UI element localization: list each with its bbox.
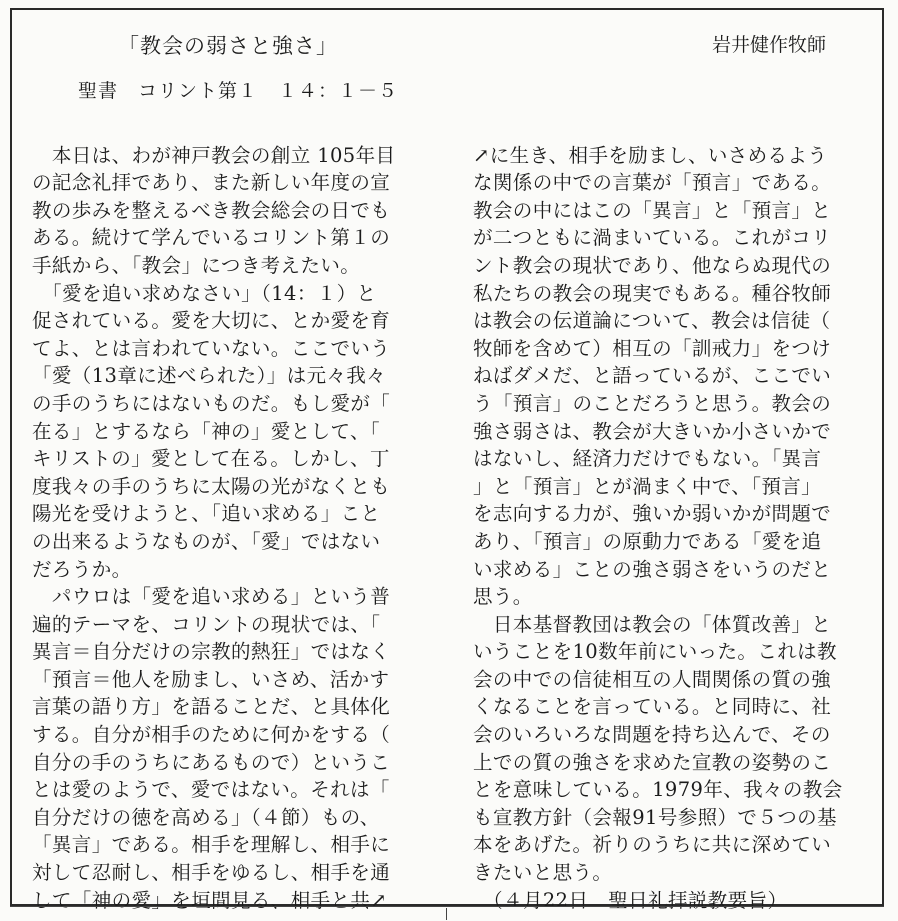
text-line: 自分だけの徳を高める」（４節）もの、 (32, 805, 380, 829)
text-line: の記念礼拝であり、また新しい年度の宣 (32, 171, 391, 195)
text-line: 牧師を含めて）相互の「訓戒力」をつけ (473, 336, 832, 360)
text-line: 会のいろいろな問題を持ち込んで、その (473, 723, 831, 747)
text-line: 在る」とするなら「神の」愛として、「 (32, 419, 381, 443)
text-line: 促されている。愛を大切に、とか愛を育 (32, 309, 391, 333)
text-line: 対して忍耐し、相手をゆるし、相手を通 (32, 861, 391, 885)
text-line: を志向する力が、強いか弱いかが問題で (473, 502, 832, 526)
text-line: キリストの」愛として在る。しかし、丁 (32, 447, 390, 471)
text-line: い求める」ことの強さ弱さをいうのだと (473, 557, 832, 581)
text-line: パウロは「愛を追い求める」という普 (32, 585, 391, 609)
text-line: 教会の中にはこの「異言」と「預言」と (473, 198, 832, 222)
text-line: 上での質の強さを求めた宣教の姿勢のこ (473, 750, 832, 774)
text-line: 強さ弱さは、教会が大きいか小さいかで (473, 419, 832, 443)
text-line: とを意味している。1979年、我々の教会 (473, 778, 843, 802)
text-line: とは愛のようで、愛ではない。それは「 (32, 778, 390, 802)
text-line: いうことを10数年前にいった。これは教 (473, 640, 837, 664)
text-line: 自分の手のうちにあるもので）というこ (32, 750, 391, 774)
text-line: ↗に生き、相手を励まし、いさめるよう (473, 143, 828, 167)
text-line: 遍的テーマを、コリントの現状では、「 (32, 612, 381, 636)
text-line: 私たちの教会の現実でもある。種谷牧師 (473, 281, 832, 305)
text-line: きたいと思う。 (473, 861, 613, 885)
text-line: して「神の愛」を垣間見る、相手と共↗ (32, 888, 388, 912)
text-line: 思う。 (473, 585, 533, 609)
text-line: はないし、経済力だけでもない。「異言 (473, 447, 822, 471)
text-line: てよ、とは言われていない。ここでいう (32, 336, 391, 360)
text-line: あり、「預言」の原動力である「愛を追 (473, 529, 822, 553)
text-line: 日本基督教団は教会の「体質改善」と (473, 612, 832, 636)
text-line: ある。続けて学んでいるコリント第１の (32, 226, 391, 250)
text-line: う「預言」のことだろうと思う。教会の (473, 391, 832, 415)
text-line: の手のうちにはないものだ。もし愛が「 (32, 391, 391, 415)
text-line: 度我々の手のうちに太陽の光がなくとも (32, 474, 391, 498)
text-line (473, 114, 865, 142)
text-line: な関係の中での言葉が「預言」である。 (473, 171, 832, 195)
text-line: 本日は、わが神戸教会の創立 105年目 (32, 143, 396, 167)
text-line: 言葉の語り方」を語ることだ、と具体化 (32, 695, 391, 719)
text-line: が二つともに渦まいている。これがコリ (473, 226, 832, 250)
text-line: する。自分が相手のために何かをする（ (32, 723, 391, 747)
footer-tick (446, 908, 447, 920)
text-line: 「異言」である。相手を理解し、相手に (32, 833, 391, 857)
text-line: ント教会の現状であり、他ならぬ現代の (473, 253, 832, 277)
article-title: 「教会の弱さと強さ」 (118, 34, 338, 58)
text-line (32, 114, 442, 142)
text-line: 会の中での信徒相互の人間関係の質の強 (473, 667, 832, 691)
left-column (32, 114, 442, 914)
text-line: 「預言＝他人を励まし、いさめ、活かす (32, 667, 390, 691)
text-line: は教会の伝道論について、教会は信徒（ (473, 309, 831, 333)
text-line: 「愛を追い求めなさい」（14：１）と (32, 281, 377, 305)
text-line: ねばダメだ、と語っているが、ここでい (473, 364, 832, 388)
text-line: も宣教方針（会報91号参照）で５つの基 (473, 805, 837, 829)
text-line: 本をあげた。祈りのうちに共に深めてい (473, 833, 832, 857)
text-line: だろうか。 (32, 557, 132, 581)
footer-divider (10, 906, 884, 921)
article-author: 岩井健作牧師 (712, 34, 827, 56)
text-line: の出来るようなものが、「愛」ではない (32, 529, 381, 553)
right-column (473, 114, 865, 914)
text-line: （４月22日 聖日礼拝説教要旨） (473, 888, 788, 912)
text-line: 手紙から、「教会」につき考えたい。 (32, 253, 361, 277)
text-line: 異言＝自分だけの宗教的熱狂」ではなく (32, 640, 391, 664)
scripture-reference: 聖書 コリント第１ １４：１－５ (78, 80, 399, 102)
text-line: 「愛（13章に述べられた）」は元々我々 (32, 364, 387, 388)
text-line: くなることを言っている。と同時に、社 (473, 695, 832, 719)
text-line: 陽光を受けようと、「追い求める」こと (32, 502, 381, 526)
text-line: 教の歩みを整えるべき教会総会の日でも (32, 198, 391, 222)
text-line: 」と「預言」とが渦まく中で、「預言」 (473, 474, 822, 498)
